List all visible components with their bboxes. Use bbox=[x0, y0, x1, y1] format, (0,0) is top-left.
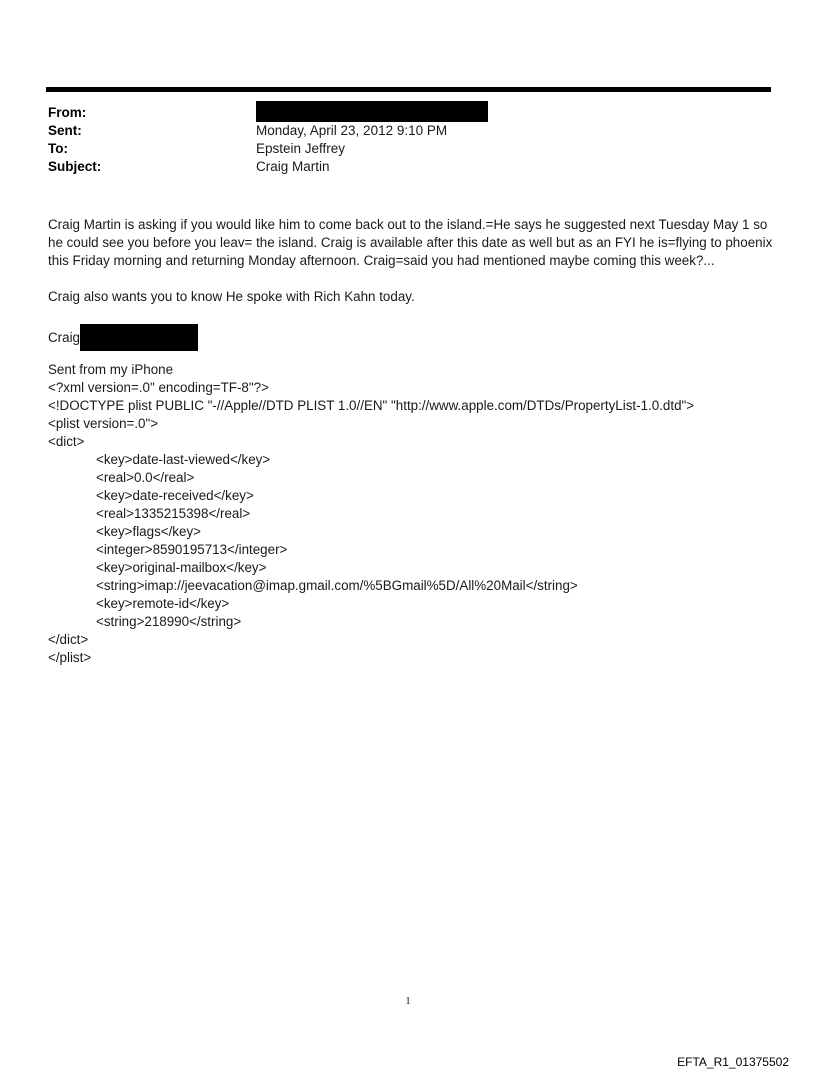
signature bbox=[48, 324, 774, 351]
plist-line: <plist version=.0"> bbox=[48, 416, 159, 431]
plist-line: <real>0.0</real> bbox=[96, 470, 195, 485]
plist-line: <?xml version=.0" encoding=TF-8"?> bbox=[48, 380, 269, 395]
body-line: he could see you before you leav= the island. Craig is available after this date as well but as an FYI he is=flying to phoenix bbox=[48, 235, 773, 250]
redaction-block bbox=[80, 324, 198, 351]
body-line: this Friday morning and returning Monday afternoon. Craig=said you had mentioned maybe coming this week?... bbox=[48, 253, 715, 268]
plist-line: <integer>8590195713</integer> bbox=[96, 542, 288, 557]
plist-line: <string>218990</string> bbox=[96, 614, 242, 629]
sent-label: Sent: bbox=[48, 123, 82, 138]
email-header bbox=[48, 104, 768, 176]
from-label: From: bbox=[48, 105, 87, 120]
to-row bbox=[48, 140, 768, 158]
redaction-block bbox=[256, 101, 488, 122]
sent-row bbox=[48, 122, 768, 140]
subject-row bbox=[48, 158, 768, 176]
plist-line: <key>date-last-viewed</key> bbox=[96, 452, 271, 467]
header-rule bbox=[46, 87, 771, 92]
email-body bbox=[48, 216, 774, 667]
plist-line: <key>date-received</key> bbox=[96, 488, 254, 503]
subject-label: Subject: bbox=[48, 159, 102, 174]
plist-line: </plist> bbox=[48, 650, 92, 665]
from-row bbox=[48, 104, 768, 122]
body-paragraph-rich-kahn: Craig also wants you to know He spoke with Rich Kahn today. bbox=[48, 289, 415, 304]
subject-value: Craig Martin bbox=[256, 159, 330, 174]
sent-from-line: Sent from my iPhone bbox=[48, 362, 174, 377]
to-value: Epstein Jeffrey bbox=[256, 141, 346, 156]
plist-line: </dict> bbox=[48, 632, 89, 647]
plist-line: <string>imap://jeevacation@imap.gmail.com/%5BGmail%5D/All%20Mail</string> bbox=[96, 578, 578, 593]
plist-line: <key>flags</key> bbox=[96, 524, 201, 539]
body-line: Craig Martin is asking if you would like him to come back out to the island.=He says he suggested next Tuesday May 1 so bbox=[48, 217, 768, 232]
page-number: 1 bbox=[405, 995, 411, 1007]
plist-line: <key>remote-id</key> bbox=[96, 596, 230, 611]
to-label: To: bbox=[48, 141, 68, 156]
plist-line: <!DOCTYPE plist PUBLIC "-//Apple//DTD PLIST 1.0//EN" "http://www.apple.com/DTDs/PropertyList-1.0.dtd"> bbox=[48, 398, 695, 413]
sent-value: Monday, April 23, 2012 9:10 PM bbox=[256, 123, 448, 138]
plist-line: <real>1335215398</real> bbox=[96, 506, 251, 521]
plist-line: <dict> bbox=[48, 434, 85, 449]
bates-number: EFTA_R1_01375502 bbox=[677, 1055, 789, 1069]
signature-name: Craig bbox=[48, 329, 80, 345]
plist-line: <key>original-mailbox</key> bbox=[96, 560, 267, 575]
